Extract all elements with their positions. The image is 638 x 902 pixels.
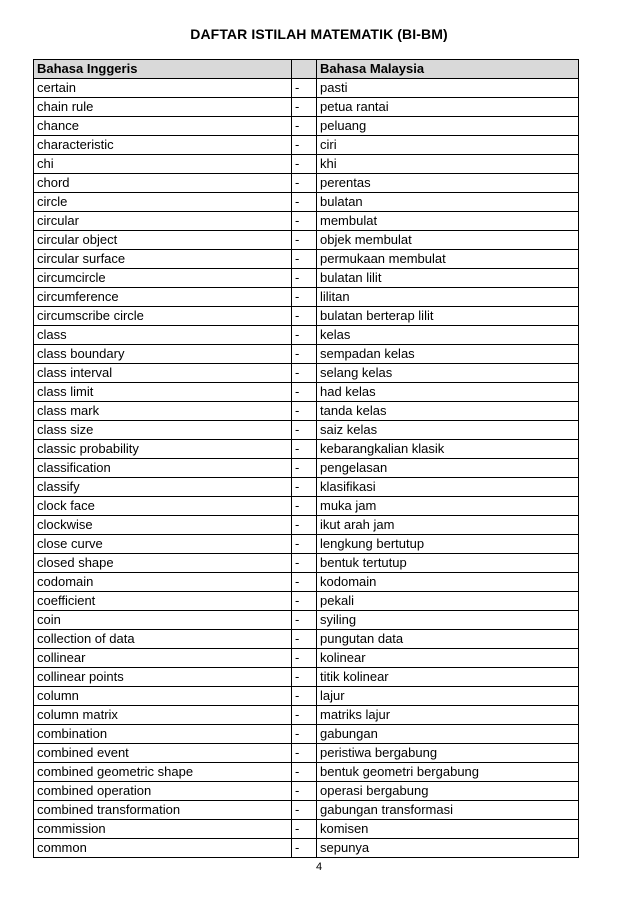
term-malay: objek membulat [317, 231, 579, 250]
glossary-table [33, 59, 579, 858]
table-row [34, 763, 579, 782]
term-separator: - [292, 364, 317, 383]
term-malay: petua rantai [317, 98, 579, 117]
term-english: circumcircle [34, 269, 292, 288]
term-malay: perentas [317, 174, 579, 193]
term-separator: - [292, 155, 317, 174]
term-malay: lajur [317, 687, 579, 706]
table-row [34, 630, 579, 649]
term-english: chord [34, 174, 292, 193]
term-separator: - [292, 250, 317, 269]
term-separator: - [292, 79, 317, 98]
term-english: collection of data [34, 630, 292, 649]
table-row [34, 79, 579, 98]
term-english: closed shape [34, 554, 292, 573]
term-separator: - [292, 307, 317, 326]
table-row [34, 193, 579, 212]
page-number: 4 [315, 861, 323, 873]
term-separator: - [292, 573, 317, 592]
term-english: classic probability [34, 440, 292, 459]
table-row [34, 212, 579, 231]
table-row [34, 516, 579, 535]
table-row [34, 117, 579, 136]
term-separator: - [292, 117, 317, 136]
term-english: class mark [34, 402, 292, 421]
table-row [34, 744, 579, 763]
term-separator: - [292, 440, 317, 459]
table-row [34, 459, 579, 478]
term-english: combined geometric shape [34, 763, 292, 782]
term-malay: operasi bergabung [317, 782, 579, 801]
table-row [34, 155, 579, 174]
table-row [34, 535, 579, 554]
term-english: close curve [34, 535, 292, 554]
term-english: characteristic [34, 136, 292, 155]
term-malay: permukaan membulat [317, 250, 579, 269]
header-malay: Bahasa Malaysia [317, 60, 579, 79]
term-malay: gabungan transformasi [317, 801, 579, 820]
term-english: chi [34, 155, 292, 174]
term-separator: - [292, 763, 317, 782]
term-malay: bulatan [317, 193, 579, 212]
term-english: circular object [34, 231, 292, 250]
table-row [34, 345, 579, 364]
term-english: combination [34, 725, 292, 744]
term-english: column matrix [34, 706, 292, 725]
table-row [34, 478, 579, 497]
term-malay: had kelas [317, 383, 579, 402]
term-malay: bulatan lilit [317, 269, 579, 288]
term-english: class boundary [34, 345, 292, 364]
term-english: circle [34, 193, 292, 212]
term-malay: pasti [317, 79, 579, 98]
term-malay: saiz kelas [317, 421, 579, 440]
term-malay: komisen [317, 820, 579, 839]
term-separator: - [292, 706, 317, 725]
term-english: combined event [34, 744, 292, 763]
term-separator: - [292, 326, 317, 345]
term-separator: - [292, 193, 317, 212]
term-separator: - [292, 478, 317, 497]
table-row [34, 649, 579, 668]
term-separator: - [292, 174, 317, 193]
term-separator: - [292, 801, 317, 820]
term-malay: sepunya [317, 839, 579, 858]
term-malay: pengelasan [317, 459, 579, 478]
term-malay: selang kelas [317, 364, 579, 383]
term-malay: membulat [317, 212, 579, 231]
table-row [34, 402, 579, 421]
term-malay: klasifikasi [317, 478, 579, 497]
table-row [34, 706, 579, 725]
term-separator: - [292, 459, 317, 478]
term-english: classification [34, 459, 292, 478]
term-malay: bulatan berterap lilit [317, 307, 579, 326]
term-separator: - [292, 402, 317, 421]
term-malay: bentuk tertutup [317, 554, 579, 573]
term-malay: matriks lajur [317, 706, 579, 725]
term-separator: - [292, 725, 317, 744]
term-separator: - [292, 98, 317, 117]
term-english: collinear points [34, 668, 292, 687]
term-malay: bentuk geometri bergabung [317, 763, 579, 782]
table-row [34, 269, 579, 288]
term-separator: - [292, 687, 317, 706]
term-english: column [34, 687, 292, 706]
table-row [34, 801, 579, 820]
term-english: circumscribe circle [34, 307, 292, 326]
table-body [34, 79, 579, 858]
table-row [34, 839, 579, 858]
term-english: combined operation [34, 782, 292, 801]
term-separator: - [292, 516, 317, 535]
term-english: coin [34, 611, 292, 630]
table-row [34, 820, 579, 839]
term-separator: - [292, 136, 317, 155]
term-separator: - [292, 212, 317, 231]
term-english: certain [34, 79, 292, 98]
table-row [34, 250, 579, 269]
term-separator: - [292, 839, 317, 858]
table-row [34, 98, 579, 117]
term-english: codomain [34, 573, 292, 592]
table-row [34, 554, 579, 573]
term-separator: - [292, 668, 317, 687]
table-row [34, 592, 579, 611]
term-separator: - [292, 554, 317, 573]
term-english: class interval [34, 364, 292, 383]
table-row [34, 573, 579, 592]
term-malay: kolinear [317, 649, 579, 668]
term-english: class limit [34, 383, 292, 402]
table-row [34, 497, 579, 516]
page-title: DAFTAR ISTILAH MATEMATIK (BI-BM) [190, 26, 448, 42]
term-malay: tanda kelas [317, 402, 579, 421]
term-separator: - [292, 611, 317, 630]
table-row [34, 307, 579, 326]
term-separator: - [292, 649, 317, 668]
table-header-row [34, 60, 579, 79]
term-malay: syiling [317, 611, 579, 630]
term-separator: - [292, 421, 317, 440]
term-malay: ciri [317, 136, 579, 155]
term-separator: - [292, 231, 317, 250]
term-malay: lengkung bertutup [317, 535, 579, 554]
table-row [34, 174, 579, 193]
term-english: class size [34, 421, 292, 440]
table-row [34, 383, 579, 402]
table-row [34, 725, 579, 744]
term-english: class [34, 326, 292, 345]
term-english: chance [34, 117, 292, 136]
term-english: clock face [34, 497, 292, 516]
table-row [34, 782, 579, 801]
term-malay: gabungan [317, 725, 579, 744]
term-english: circumference [34, 288, 292, 307]
term-malay: pungutan data [317, 630, 579, 649]
term-separator: - [292, 345, 317, 364]
table-row [34, 364, 579, 383]
term-separator: - [292, 383, 317, 402]
term-english: combined transformation [34, 801, 292, 820]
term-malay: titik kolinear [317, 668, 579, 687]
term-separator: - [292, 630, 317, 649]
header-separator [292, 60, 317, 79]
table-row [34, 326, 579, 345]
term-english: classify [34, 478, 292, 497]
term-separator: - [292, 535, 317, 554]
term-malay: kelas [317, 326, 579, 345]
term-malay: pekali [317, 592, 579, 611]
table-row [34, 687, 579, 706]
term-malay: muka jam [317, 497, 579, 516]
table-row [34, 668, 579, 687]
term-malay: lilitan [317, 288, 579, 307]
term-malay: kebarangkalian klasik [317, 440, 579, 459]
term-malay: sempadan kelas [317, 345, 579, 364]
term-malay: khi [317, 155, 579, 174]
term-english: clockwise [34, 516, 292, 535]
term-english: collinear [34, 649, 292, 668]
table-row [34, 421, 579, 440]
term-malay: kodomain [317, 573, 579, 592]
term-english: common [34, 839, 292, 858]
term-separator: - [292, 820, 317, 839]
term-english: circular surface [34, 250, 292, 269]
table-row [34, 288, 579, 307]
term-separator: - [292, 497, 317, 516]
header-english: Bahasa Inggeris [34, 60, 292, 79]
table-row [34, 611, 579, 630]
term-english: commission [34, 820, 292, 839]
term-english: chain rule [34, 98, 292, 117]
term-separator: - [292, 744, 317, 763]
term-english: coefficient [34, 592, 292, 611]
term-separator: - [292, 592, 317, 611]
term-malay: ikut arah jam [317, 516, 579, 535]
term-separator: - [292, 782, 317, 801]
table-row [34, 440, 579, 459]
table-row [34, 231, 579, 250]
term-separator: - [292, 288, 317, 307]
term-separator: - [292, 269, 317, 288]
term-malay: peluang [317, 117, 579, 136]
table-row [34, 136, 579, 155]
term-malay: peristiwa bergabung [317, 744, 579, 763]
term-english: circular [34, 212, 292, 231]
